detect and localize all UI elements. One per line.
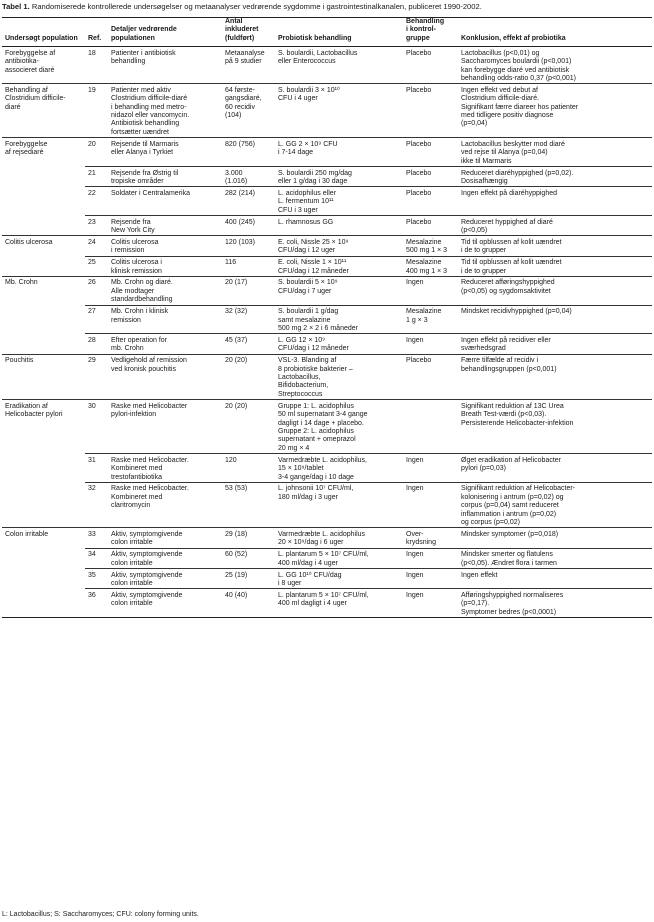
caption-text: Randomiserede kontrollerede undersøgelser og metaanalyser vedrørende sygdomme i gastrointestinalkanalen, publiceret 1990-2002. (31, 2, 482, 11)
cell-population (2, 334, 85, 354)
table-row (2, 454, 652, 483)
header-conclusion: Konklusion, effekt af probiotika (458, 18, 652, 47)
table-row (2, 84, 652, 138)
cell-population (2, 589, 85, 618)
table-row (2, 569, 652, 589)
cell-conclusion: Lactobacillus beskytter mod diaré ved rejse til Alanya (p=0,04) ikke til Marmaris (458, 138, 652, 167)
cell-details: Mb. Crohn og diaré. Alle modtager standardbehandling (108, 276, 222, 305)
cell-treatment: L. plantarum 5 × 10⁷ CFU/ml, 400 ml/dag i 4 uger (275, 548, 403, 568)
cell-details: Mb. Crohn i klinisk remission (108, 305, 222, 334)
cell-control: Placebo (403, 187, 458, 216)
cell-population: Behandling af Clostridium difficile- diaré (2, 84, 85, 138)
cell-included: 120 (103) (222, 236, 275, 256)
cell-population (2, 454, 85, 483)
cell-included: 25 (19) (222, 569, 275, 589)
cell-ref: 22 (85, 187, 108, 216)
cell-conclusion: Reduceret hyppighed af diaré (p<0,05) (458, 216, 652, 236)
cell-control: Over- krydsning (403, 528, 458, 548)
cell-treatment: VSL-3. Blanding af 8 probiotiske bakterier – Lactobacillus, Bifidobacterium, Streptococcus (275, 354, 403, 400)
cell-control: Mesalazine 1 g × 3 (403, 305, 458, 334)
cell-details: Colitis ulcerosa i klinisk remission (108, 256, 222, 276)
cell-details: Rejsende fra Østrig til tropiske områder (108, 167, 222, 187)
header-control: Behandling i kontrol- gruppe (403, 18, 458, 47)
header-population: Undersøgt population (2, 18, 85, 47)
cell-conclusion: Mindsker symptomer (p=0,018) (458, 528, 652, 548)
table-row (2, 216, 652, 236)
cell-control: Mesalazine 500 mg 1 × 3 (403, 236, 458, 256)
cell-control: Ingen (403, 334, 458, 354)
cell-details: Soldater i Centralamerika (108, 187, 222, 216)
cell-conclusion: Afføringshyppighed normaliseres (p=0,17). Symptomer bedres (p<0,0001) (458, 589, 652, 618)
cell-conclusion: Ingen effekt på diaréhyppighed (458, 187, 652, 216)
cell-ref: 18 (85, 47, 108, 84)
cell-ref: 35 (85, 569, 108, 589)
cell-treatment: E. coli, Nissle 25 × 10⁹ CFU/dag i 12 uger (275, 236, 403, 256)
cell-population: Forebyggelse af antibiotika- associeret diaré (2, 47, 85, 84)
cell-details: Patienter i antibiotisk behandling (108, 47, 222, 84)
cell-details: Aktiv, symptomgivende colon irritable (108, 528, 222, 548)
table-row (2, 167, 652, 187)
cell-details: Aktiv, symptomgivende colon irritable (108, 548, 222, 568)
cell-control: Ingen (403, 589, 458, 618)
cell-included: 20 (17) (222, 276, 275, 305)
cell-population (2, 167, 85, 187)
cell-conclusion: Lactobacillus (p<0,01) og Saccharomyces boulardii (p<0,001) kan forebygge diaré ved antibiotisk behandling odds-ratio 0,37 (p<0,001) (458, 47, 652, 84)
cell-control: Placebo (403, 84, 458, 138)
cell-population (2, 482, 85, 528)
cell-included: 820 (756) (222, 138, 275, 167)
study-table (2, 17, 652, 618)
table-row (2, 354, 652, 400)
cell-conclusion: Færre tilfælde af recidiv i behandlingsgruppen (p<0,001) (458, 354, 652, 400)
cell-details: Rejsende til Marmaris eller Alanya i Tyrkiet (108, 138, 222, 167)
cell-included: 53 (53) (222, 482, 275, 528)
table-row (2, 528, 652, 548)
cell-treatment: L. GG 2 × 10⁹ CFU i 7-14 dage (275, 138, 403, 167)
cell-population: Colon irritable (5, 530, 49, 538)
cell-included: 45 (37) (222, 334, 275, 354)
cell-details: Raske med Helicobacter. Kombineret med trestofantibiotika (108, 454, 222, 483)
cell-treatment: Varmedræbte L. acidophilus, 15 × 10⁹/tablet 3-4 gange/dag i 10 dage (275, 454, 403, 483)
cell-population: Eradikation af Helicobacter pylori (5, 402, 63, 419)
cell-included: 282 (214) (222, 187, 275, 216)
cell-treatment: L. plantarum 5 × 10⁷ CFU/ml, 400 ml dagligt i 4 uger (275, 589, 403, 618)
cell-conclusion: Mindsket recidivhyppighed (p=0,04) (458, 305, 652, 334)
cell-population: Forebyggelse af rejsediaré (5, 140, 48, 157)
cell-conclusion: Reduceret diaréhyppighed (p=0,02). Dosisafhængig (458, 167, 652, 187)
cell-ref: 21 (85, 167, 108, 187)
cell-control: Ingen (403, 482, 458, 528)
table-row (2, 236, 652, 256)
cell-ref: 19 (85, 84, 108, 138)
cell-included: 400 (245) (222, 216, 275, 236)
header-included: Antal inkluderet (fuldført) (222, 18, 275, 47)
cell-treatment: S. boulardii 250 mg/dag eller 1 g/dag i 30 dage (275, 167, 403, 187)
header-ref: Ref. (85, 18, 108, 47)
cell-population: Colitis ulcerosa (5, 238, 53, 246)
cell-treatment: L. GG 10¹⁰ CFU/dag i 8 uger (275, 569, 403, 589)
header-details: Detaljer vedrørende populationen (108, 18, 222, 47)
cell-included: 3.000 (1.016) (222, 167, 275, 187)
cell-treatment: S. boulardii 3 × 10¹⁰ CFU i 4 uger (275, 84, 403, 138)
cell-conclusion: Ingen effekt på recidiver eller sværhedsgrad (458, 334, 652, 354)
table-row (2, 305, 652, 334)
table-row (2, 187, 652, 216)
cell-treatment: S. boulardii 1 g/dag samt mesalazine 500 mg 2 × 2 i 6 måneder (275, 305, 403, 334)
cell-conclusion: Mindsker smerter og flatulens (p<0,05). Ændret flora i tarmen (458, 548, 652, 568)
cell-treatment: L. rhamnosus GG (275, 216, 403, 236)
cell-included: 32 (32) (222, 305, 275, 334)
table-row (2, 400, 652, 454)
cell-included: 64 første- gangsdiaré, 60 recidiv (104) (222, 84, 275, 138)
cell-included: 20 (20) (222, 354, 275, 400)
cell-ref: 24 (85, 236, 108, 256)
cell-population (2, 216, 85, 236)
cell-treatment: Varmedræbte L. acidophilus 20 × 10⁹/dag i 6 uger (275, 528, 403, 548)
cell-control: Mesalazine 400 mg 1 × 3 (403, 256, 458, 276)
cell-details: Vedligehold af remission ved kronisk pouchitis (108, 354, 222, 400)
cell-treatment: Gruppe 1: L. acidophilus 50 ml supernatant 3-4 gange dagligt i 14 dage + placebo. Gruppe 2: L. acidophilus supernatant + omeprazol 20 mg × 4 (275, 400, 403, 454)
cell-details: Raske med Helicobacter pylori-infektion (108, 400, 222, 454)
cell-included: 20 (20) (222, 400, 275, 454)
cell-control: Ingen (403, 548, 458, 568)
cell-treatment: L. acidophilus eller L. fermentum 10¹¹ CFU i 3 uger (275, 187, 403, 216)
cell-included: Metaanalyse på 9 studier (222, 47, 275, 84)
cell-ref: 36 (85, 589, 108, 618)
cell-ref: 34 (85, 548, 108, 568)
table-row (2, 334, 652, 354)
cell-control: Placebo (403, 138, 458, 167)
cell-ref: 29 (85, 354, 108, 400)
cell-ref: 32 (85, 482, 108, 528)
cell-conclusion: Tid til opblussen af kolit uændret i de to grupper (458, 236, 652, 256)
cell-included: 40 (40) (222, 589, 275, 618)
caption-label: Tabel 1. (2, 2, 30, 11)
cell-included: 116 (222, 256, 275, 276)
footnote: L: Lactobacillus; S: Saccharomyces; CFU: colony forming units. (2, 911, 199, 918)
cell-ref: 33 (85, 528, 108, 548)
cell-ref: 30 (85, 400, 108, 454)
cell-included: 60 (52) (222, 548, 275, 568)
cell-conclusion: Signifikant reduktion af 13C Urea Breath Test-værdi (p<0,03). Persisterende Helicobacter-infektion (458, 400, 652, 454)
cell-treatment: S. boulardii 5 × 10⁹ CFU/dag i 7 uger (275, 276, 403, 305)
cell-details: Aktiv, symptomgivende colon irritable (108, 589, 222, 618)
cell-population (2, 256, 85, 276)
cell-conclusion: Signifikant reduktion af Helicobacter- kolonisering i antrum (p=0,02) og corpus (p=0,04) samt reduceret inflammation i antrum (p=0,02) og corpus (p=0,02) (458, 482, 652, 528)
cell-control: Placebo (403, 167, 458, 187)
table-caption (2, 2, 652, 12)
table-row (2, 256, 652, 276)
cell-control: Ingen (403, 276, 458, 305)
cell-treatment: L. johnsonii 10⁷ CFU/ml, 180 ml/dag i 3 uger (275, 482, 403, 528)
cell-population (2, 548, 85, 568)
cell-population: Mb. Crohn (5, 279, 38, 287)
cell-ref: 25 (85, 256, 108, 276)
cell-conclusion: Reduceret afføringshyppighed (p<0,05) og sygdomsaktivitet (458, 276, 652, 305)
table-row (2, 47, 652, 84)
table-row (2, 589, 652, 618)
cell-conclusion: Øget eradikation af Helicobacter pylori (p=0,03) (458, 454, 652, 483)
cell-treatment: L. GG 12 × 10⁹ CFU/dag i 12 måneder (275, 334, 403, 354)
cell-control: Placebo (403, 216, 458, 236)
cell-ref: 20 (85, 138, 108, 167)
cell-treatment: S. boulardii, Lactobacillus eller Enterococcus (275, 47, 403, 84)
table-row (2, 138, 652, 167)
cell-control: Placebo (403, 354, 458, 400)
cell-details: Aktiv, symptomgivende colon irritable (108, 569, 222, 589)
cell-included: 120 (222, 454, 275, 483)
cell-ref: 31 (85, 454, 108, 483)
cell-included: 29 (18) (222, 528, 275, 548)
cell-population (2, 305, 85, 334)
cell-ref: 28 (85, 334, 108, 354)
table-body (2, 47, 652, 618)
cell-details: Raske med Helicobacter. Kombineret med claritromycin (108, 482, 222, 528)
cell-ref: 23 (85, 216, 108, 236)
table-row (2, 548, 652, 568)
cell-details: Patienter med aktiv Clostridium difficile-diaré i behandling med metro- nidazol eller vancomycin. Antibiotisk behandling fortsætter uændret (108, 84, 222, 138)
header-treatment: Probiotisk behandling (275, 18, 403, 47)
cell-control (403, 400, 458, 454)
cell-control: Ingen (403, 569, 458, 589)
cell-conclusion: Ingen effekt ved debut af Clostridium difficile-diaré. Signifikant færre diareer hos patienter med tidligere positiv diagnose (p=0,04) (458, 84, 652, 138)
cell-control: Placebo (403, 47, 458, 84)
table-row (2, 276, 652, 305)
cell-population (2, 187, 85, 216)
cell-population: Pouchitis (2, 354, 85, 400)
cell-ref: 26 (85, 276, 108, 305)
table-row (2, 482, 652, 528)
cell-ref: 27 (85, 305, 108, 334)
cell-conclusion: Tid til opblussen af kolit uændret i de to grupper (458, 256, 652, 276)
cell-details: Colitis ulcerosa i remission (108, 236, 222, 256)
table-header (2, 18, 652, 47)
cell-control: Ingen (403, 454, 458, 483)
cell-treatment: E. coli, Nissle 1 × 10¹¹ CFU/dag i 12 måneder (275, 256, 403, 276)
cell-details: Efter operation for mb. Crohn (108, 334, 222, 354)
cell-details: Rejsende fra New York City (108, 216, 222, 236)
cell-population (2, 569, 85, 589)
cell-conclusion: Ingen effekt (458, 569, 652, 589)
